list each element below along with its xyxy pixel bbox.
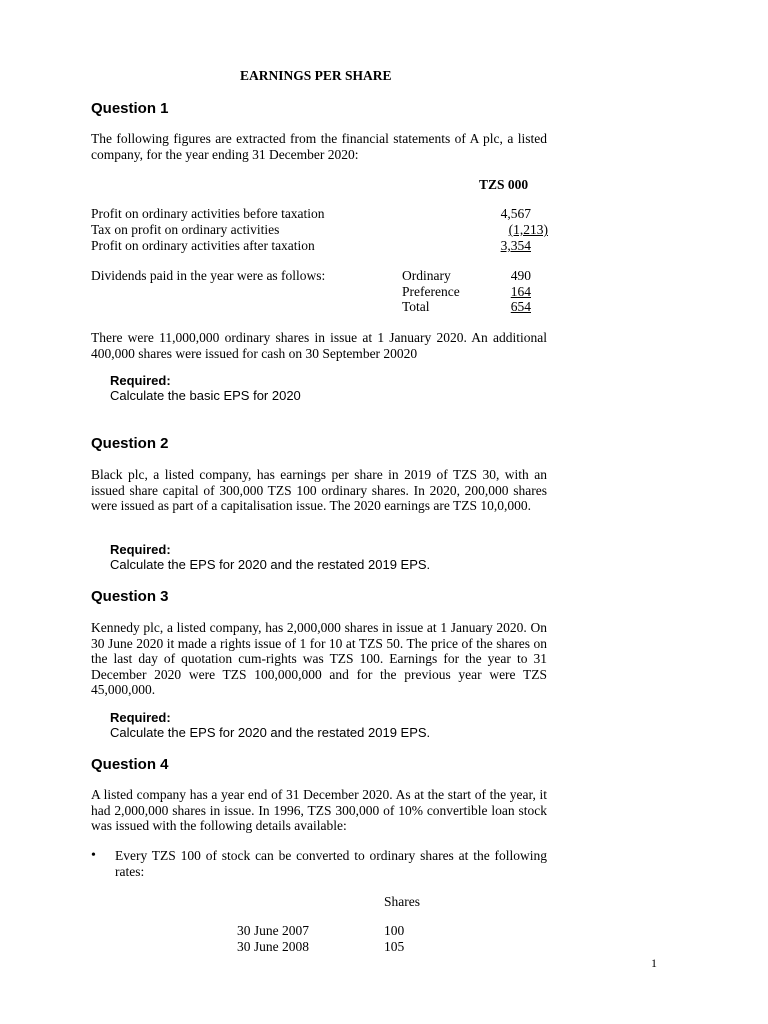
shares-header: Shares bbox=[384, 894, 420, 909]
row-value-tax: (1,213) bbox=[508, 222, 548, 237]
conversion-date-1: 30 June 2007 bbox=[237, 923, 309, 938]
question-2-required-text: Calculate the EPS for 2020 and the restated 2019 EPS. bbox=[110, 557, 431, 572]
conversion-shares-1: 100 bbox=[384, 923, 405, 938]
question-3-heading: Question 3 bbox=[91, 588, 169, 605]
question-4-text: A listed company has a year end of 31 December 2020. As at the start of the year, it had 2,000,000 shares in issue. In 1996, TZS 300,000 of 10% convertible loan stock was issued with the following details available: bbox=[91, 787, 547, 833]
dividend-label-ordinary: Ordinary bbox=[402, 268, 451, 283]
row-label-tax: Tax on profit on ordinary activities bbox=[91, 222, 280, 237]
dividend-value-total: 654 bbox=[510, 299, 531, 314]
dividend-label-total: Total bbox=[402, 299, 430, 314]
question-2-required-label: Required: bbox=[110, 542, 171, 557]
dividend-value-preference: 164 bbox=[510, 284, 531, 299]
conversion-date-2: 30 June 2008 bbox=[237, 939, 309, 954]
question-1-required-text: Calculate the basic EPS for 2020 bbox=[110, 388, 301, 403]
question-2-text: Black plc, a listed company, has earnings per share in 2019 of TZS 30, with an issued share capital of 300,000 TZS 100 ordinary shares. In 2020, 200,000 shares were issued as part of a capitalisation issue. The 2020 earnings are TZS 10,0,000. bbox=[91, 467, 547, 513]
question-3-text: Kennedy plc, a listed company, has 2,000,000 shares in issue at 1 January 2020. On 30 June 2020 it made a rights issue of 1 for 10 at TZS 50. The price of the shares on the last day of quotation cum-rights was TZS 100. Earnings for the year to 31 December 2020 were TZS 100,000,000 and for the previous year were TZS 45,000,000. bbox=[91, 620, 547, 697]
question-1-required-label: Required: bbox=[110, 373, 171, 388]
dividend-label-preference: Preference bbox=[402, 284, 460, 299]
bullet-icon: • bbox=[91, 848, 96, 863]
row-label-profit-before-tax: Profit on ordinary activities before taxation bbox=[91, 206, 325, 221]
question-1-intro: The following figures are extracted from the financial statements of A plc, a listed company, for the year ending 31 December 2020: bbox=[91, 131, 547, 162]
dividend-value-ordinary: 490 bbox=[510, 268, 531, 283]
currency-header: TZS 000 bbox=[479, 177, 529, 192]
page-number: 1 bbox=[651, 956, 657, 970]
question-2-heading: Question 2 bbox=[91, 435, 169, 452]
question-1-shares-text: There were 11,000,000 ordinary shares in issue at 1 January 2020. An additional 400,000 shares were issued for cash on 30 September 20020 bbox=[91, 330, 547, 361]
question-1-heading: Question 1 bbox=[91, 100, 169, 117]
question-4-heading: Question 4 bbox=[91, 756, 169, 773]
dividends-label: Dividends paid in the year were as follows: bbox=[91, 268, 326, 283]
question-3-required-text: Calculate the EPS for 2020 and the restated 2019 EPS. bbox=[110, 725, 431, 740]
page-title: EARNINGS PER SHARE bbox=[240, 68, 392, 83]
question-3-required-label: Required: bbox=[110, 710, 171, 725]
conversion-shares-2: 105 bbox=[384, 939, 405, 954]
row-label-profit-after-tax: Profit on ordinary activities after taxation bbox=[91, 238, 315, 253]
row-value-profit-before-tax: 4,567 bbox=[500, 206, 531, 221]
question-4-bullet-text: Every TZS 100 of stock can be converted to ordinary shares at the following rates: bbox=[115, 848, 547, 879]
row-value-profit-after-tax: 3,354 bbox=[500, 238, 531, 253]
